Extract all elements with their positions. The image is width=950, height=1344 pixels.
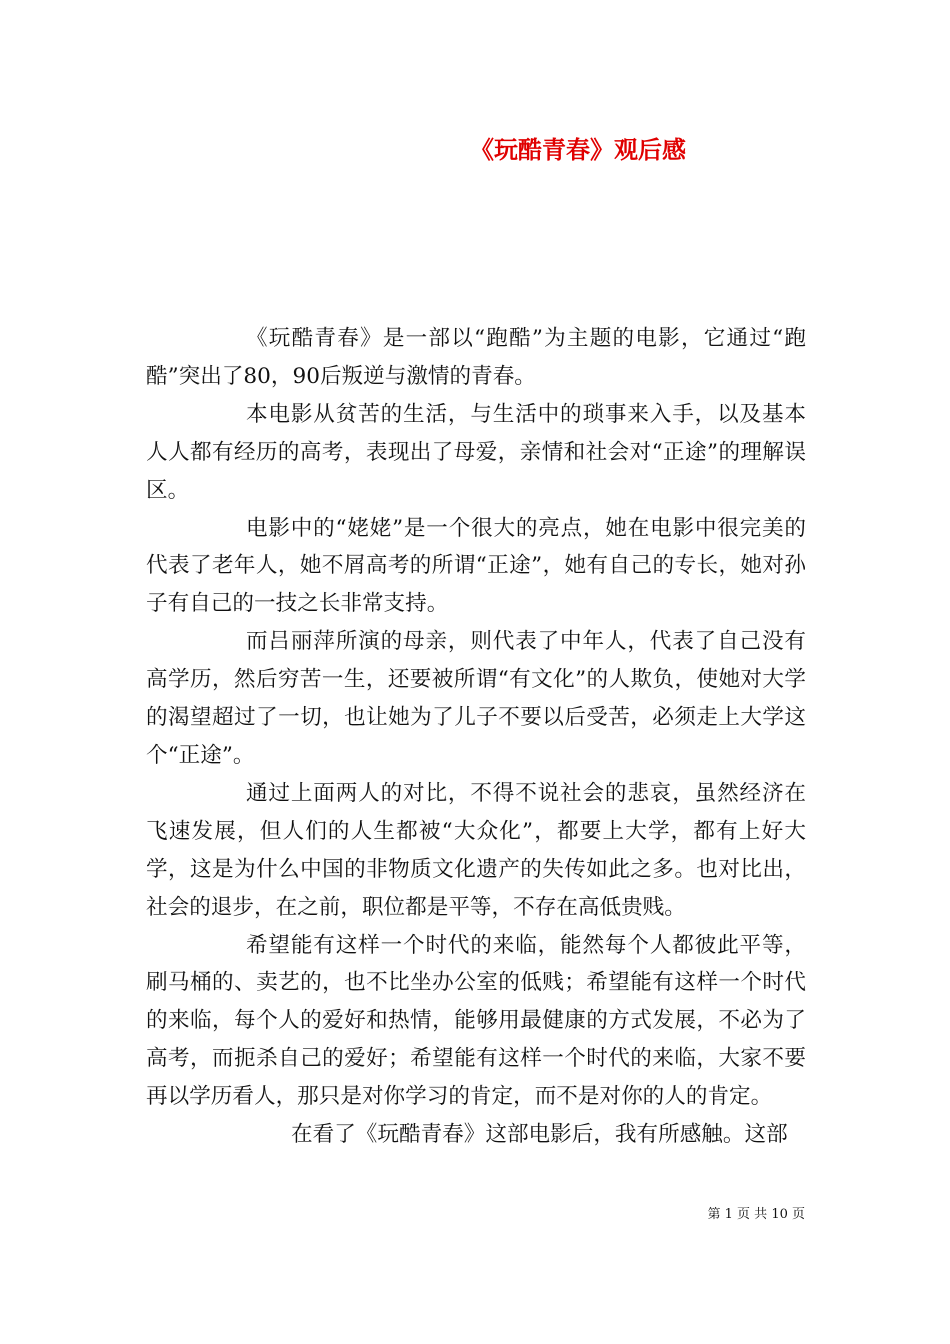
paragraph-2: 本电影从贫苦的生活，与生活中的琐事来入手，以及基本人人都有经历的高考，表现出了母爱，亲情和社会对“正途”的理解误区。 — [146, 401, 806, 503]
paragraph-3: 电影中的“姥姥”是一个很大的亮点，她在电影中很完美的代表了老年人，她不屑高考的所谓“正途”，她有自己的专长，她对孙子有自己的一技之长非常支持。 — [146, 515, 806, 617]
page-number-footer: 第 1 页 共 10 页 — [707, 1207, 805, 1222]
document-title: 《玩酷青春》观后感 — [470, 135, 686, 164]
paragraph-6: 希望能有这样一个时代的来临，能然每个人都彼此平等，刷马桶的、卖艺的，也不比坐办公室的低贱；希望能有这样一个时代的来临，每个人的爱好和热情，能够用最健康的方式发展，不必为了高考，而扼杀自己的爱好；希望能有这样一个时代的来临，大家不要再以学历看人，那只是对你学习的肯定，而不是对你的人的肯定。 — [146, 932, 806, 1110]
paragraph-4: 而吕丽萍所演的母亲，则代表了中年人，代表了自己没有高学历，然后穷苦一生，还要被所谓“有文化”的人欺负，使她对大学的渴望超过了一切，也让她为了儿子不要以后受苦，必须走上大学这个“正途”。 — [146, 629, 806, 768]
paragraph-7: 在看了《玩酷青春》这部电影后，我有所感触。这部 — [291, 1122, 788, 1148]
paragraph-5: 通过上面两人的对比，不得不说社会的悲哀，虽然经济在飞速发展，但人们的人生都被“大众化”，都要上大学，都有上好大学，这是为什么中国的非物质文化遗产的失传如此之多。也对比出，社会的退步，在之前，职位都是平等，不存在高低贵贱。 — [146, 780, 806, 920]
paragraph-1: 《玩酷青春》是一部以“跑酷”为主题的电影，它通过“跑酷”突出了80，90后叛逆与激情的青春。 — [146, 326, 806, 389]
document-body — [146, 320, 806, 1154]
